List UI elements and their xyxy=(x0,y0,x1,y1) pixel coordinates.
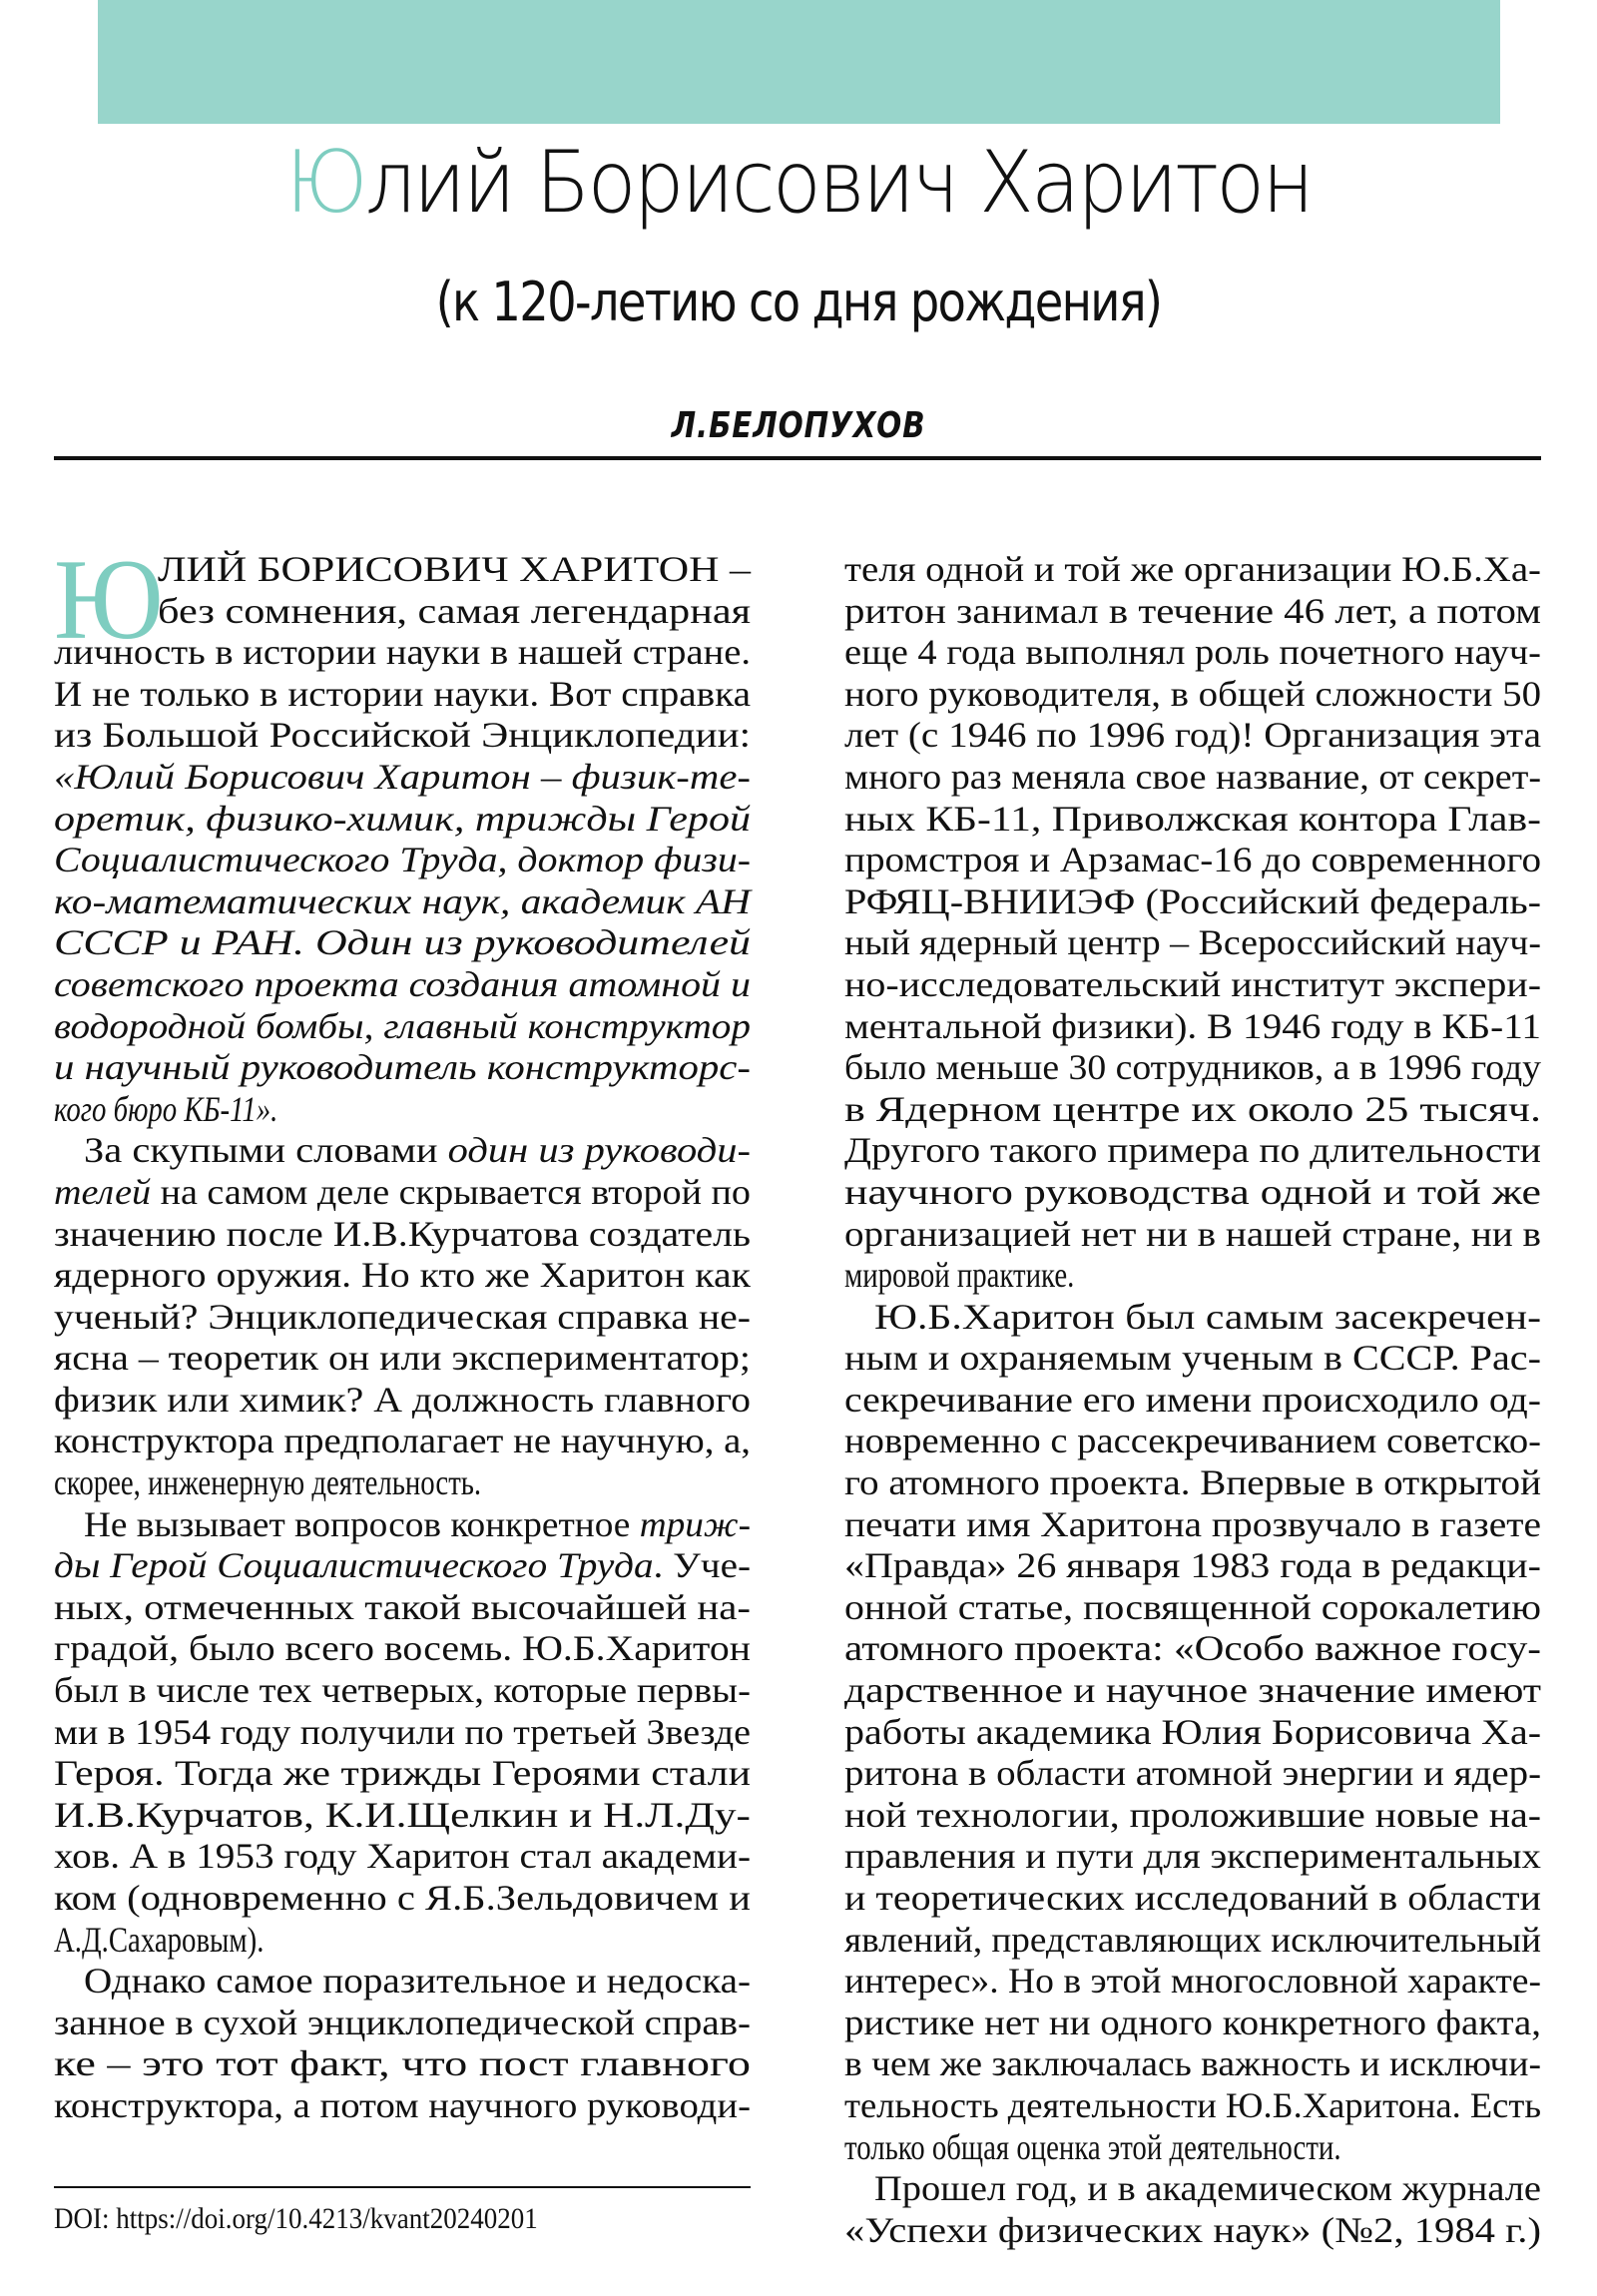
line-text: ристике нет ни одного конкретного факта, xyxy=(844,2002,1542,2042)
text-line xyxy=(54,840,751,881)
text-line xyxy=(844,1920,1541,1962)
line-text: много раз меняла свое название, от секрет- xyxy=(844,756,1542,797)
text-line xyxy=(844,1255,1541,1297)
text-line xyxy=(54,1878,751,1920)
text-line xyxy=(844,881,1541,923)
text-line xyxy=(844,1006,1541,1048)
line-text: ясна – теоретик он или экспериментатор; xyxy=(54,1338,751,1379)
line-text: атомного проекта: «Особо важное госу- xyxy=(844,1628,1542,1669)
text-line xyxy=(844,2003,1541,2044)
text-line xyxy=(54,1255,751,1297)
footnote-divider xyxy=(54,2186,751,2188)
line-text: еще 4 года выполнял роль почетного науч- xyxy=(844,632,1541,673)
line-text: дарственное и научное значение имеют xyxy=(844,1670,1541,1711)
text-line xyxy=(844,1380,1541,1422)
text-line xyxy=(844,632,1541,674)
line-text: ядерного оружия. Но кто же Харитон как xyxy=(54,1255,752,1296)
text-line xyxy=(54,922,751,964)
line-text: интерес». Но в этой многословной характе- xyxy=(844,1961,1541,2002)
line-text: оретик, физико-химик, трижды Герой xyxy=(54,798,752,839)
line-text: телей на самом деле скрывается второй по xyxy=(54,1171,751,1212)
line-text: ным и охраняемым ученым в СССР. Рас- xyxy=(844,1338,1541,1379)
line-text: без сомнения, самая легендарная xyxy=(158,590,752,631)
article-title xyxy=(56,128,1541,238)
text-line xyxy=(54,1297,751,1339)
line-text: ментальной физики). В 1946 году в КБ-11 xyxy=(844,1005,1542,1046)
line-text: физик или химик? А должность главного xyxy=(54,1379,751,1420)
text-line xyxy=(844,2168,1541,2210)
left-column xyxy=(54,536,752,2127)
text-line xyxy=(54,1338,751,1380)
text-line xyxy=(844,1089,1541,1131)
line-text: онной статье, посвященной сорокалетию xyxy=(844,1586,1541,1627)
line-text: Другого такого примера по длительности xyxy=(844,1130,1541,1171)
text-line xyxy=(844,1753,1541,1795)
text-line xyxy=(844,1504,1541,1546)
line-text: занное в сухой энциклопедической справ- xyxy=(54,2002,752,2042)
text-line xyxy=(54,549,751,591)
text-line xyxy=(54,1920,751,1962)
line-text: ученый? Энциклопедическая справка не- xyxy=(54,1296,752,1337)
text-line xyxy=(844,1462,1541,1504)
line-text: Однако самое поразительное и недоска- xyxy=(84,1961,752,2002)
text-line xyxy=(54,799,751,841)
line-text: в Ядерном центре их около 25 тысяч. xyxy=(844,1088,1541,1129)
line-text: «Правда» 26 января 1983 года в редакци- xyxy=(844,1545,1541,1586)
line-text: Героя. Тогда же трижды Героями стали xyxy=(54,1753,752,1794)
drop-cap: Ю xyxy=(54,536,164,664)
right-column-text xyxy=(844,549,1541,2251)
text-line xyxy=(54,1421,751,1462)
text-line xyxy=(54,881,751,923)
line-text: ритон занимал в течение 46 лет, а потом xyxy=(844,590,1541,631)
line-text: ный ядерный центр – Всероссийский науч- xyxy=(844,922,1541,963)
line-text: организацией нет ни в нашей стране, ни в xyxy=(844,1213,1541,1254)
line-text: новременно с рассекречиванием советско- xyxy=(844,1421,1541,1461)
author-name: Л.БЕЛОПУХОВ xyxy=(671,405,926,446)
text-line xyxy=(844,1795,1541,1837)
line-text: А.Д.Сахаровым). xyxy=(54,1919,265,1960)
text-line xyxy=(54,1795,751,1837)
text-line xyxy=(54,1670,751,1712)
line-text: ми в 1954 году получили по третьей Звезде xyxy=(54,1711,751,1752)
line-text: ко-математических наук, академик АН xyxy=(54,880,751,921)
doi-link[interactable]: DOI: https://doi.org/10.4213/kvant20240201 xyxy=(54,2202,538,2235)
text-line xyxy=(54,1712,751,1754)
article-subtitle: (к 120-летию со дня рождения) xyxy=(435,271,1162,333)
line-text: водородной бомбы, главный конструктор xyxy=(54,1005,751,1046)
line-text: работы академика Юлия Борисовича Ха- xyxy=(844,1711,1542,1752)
text-line xyxy=(54,591,751,633)
header-color-band xyxy=(98,0,1500,124)
text-line xyxy=(844,840,1541,881)
line-text: промстроя и Арзамас-16 до современного xyxy=(844,840,1542,880)
left-column-text xyxy=(54,536,752,2127)
text-line xyxy=(844,1338,1541,1380)
line-text: ритона в области атомной энергии и ядер- xyxy=(844,1753,1542,1794)
right-column xyxy=(844,549,1541,2251)
text-line xyxy=(844,2210,1541,2252)
text-line xyxy=(54,1462,751,1504)
line-text: Социалистического Труда, доктор физи- xyxy=(54,840,752,880)
text-line xyxy=(844,1545,1541,1587)
line-text: СССР и РАН. Один из руководителей xyxy=(54,922,752,963)
text-line xyxy=(54,1214,751,1256)
text-line xyxy=(54,1587,751,1629)
text-line xyxy=(54,2043,751,2085)
line-text: и теоретических исследований в области xyxy=(844,1878,1541,1918)
line-text: конструктора, а потом научного руководи- xyxy=(54,2084,751,2125)
text-line xyxy=(844,1297,1541,1339)
text-line xyxy=(54,1504,751,1546)
line-text: Прошел год, и в академическом журнале xyxy=(874,2168,1542,2209)
line-text: За скупыми словами один из руководи- xyxy=(84,1130,752,1171)
line-text: ды Герой Социалистического Труда. Уче- xyxy=(54,1545,752,1586)
line-text: был в числе тех четверых, которые первы- xyxy=(54,1670,751,1711)
line-text: научного руководства одной и той же xyxy=(844,1171,1542,1212)
line-text: значению после И.В.Курчатова создатель xyxy=(54,1213,752,1254)
line-text: скорее, инженерную деятельность. xyxy=(54,1462,482,1503)
line-text: теля одной и той же организации Ю.Б.Ха- xyxy=(844,549,1541,589)
line-text: ком (одновременно с Я.Б.Зельдовичем и xyxy=(54,1878,752,1918)
text-line xyxy=(844,1836,1541,1878)
text-line xyxy=(54,1545,751,1587)
line-text: ной технологии, проложившие новые на- xyxy=(844,1794,1541,1835)
line-text: ЛИЙ БОРИСОВИЧ ХАРИТОН – xyxy=(158,549,751,589)
text-line xyxy=(54,1961,751,2003)
line-text: ке – это тот факт, что пост главного xyxy=(54,2043,752,2084)
title-accent-letter: Ю xyxy=(285,133,365,233)
text-line xyxy=(54,757,751,799)
line-text: советского проекта создания атомной и xyxy=(54,963,751,1004)
text-line xyxy=(844,1712,1541,1754)
line-text: Не вызывает вопросов конкретное триж- xyxy=(84,1503,752,1544)
text-line xyxy=(844,715,1541,757)
text-line xyxy=(844,2085,1541,2127)
text-line xyxy=(54,1006,751,1048)
line-text: градой, было всего восемь. Ю.Б.Харитон xyxy=(54,1628,751,1669)
text-line xyxy=(844,591,1541,633)
line-text: хов. А в 1953 году Харитон стал академи- xyxy=(54,1836,751,1877)
text-line xyxy=(844,1587,1541,1629)
text-line xyxy=(54,2003,751,2044)
line-text: лет (с 1946 по 1996 год)! Организация эта xyxy=(844,715,1542,756)
line-text: личность в истории науки в нашей стране. xyxy=(54,632,751,673)
line-text: ных, отмеченных такой высочайшей на- xyxy=(54,1586,751,1627)
text-line xyxy=(54,1089,751,1131)
line-text: тельность деятельности Ю.Б.Харитона. Есть xyxy=(844,2084,1541,2125)
author-divider xyxy=(54,456,1541,460)
text-line xyxy=(54,1130,751,1172)
line-text: секречивание его имени происходило од- xyxy=(844,1379,1542,1420)
text-line xyxy=(844,1214,1541,1256)
text-line xyxy=(844,549,1541,591)
text-line xyxy=(844,2043,1541,2085)
line-text: го атомного проекта. Впервые в открытой xyxy=(844,1462,1542,1503)
line-text: ного руководителя, в общей сложности 50 xyxy=(844,673,1542,714)
line-text: и научный руководитель конструкторс- xyxy=(54,1047,751,1088)
line-text: Ю.Б.Харитон был самым засекречен- xyxy=(874,1296,1541,1337)
text-line xyxy=(54,674,751,716)
text-line xyxy=(844,799,1541,841)
line-text: РФЯЦ-ВНИИЭФ (Российский федераль- xyxy=(844,880,1542,921)
line-text: было меньше 30 сотрудников, а в 1996 году xyxy=(844,1047,1542,1088)
text-line xyxy=(844,1628,1541,1670)
line-text: но-исследовательский институт экспери- xyxy=(844,963,1542,1004)
text-line xyxy=(844,964,1541,1006)
line-text: «Успехи физических наук» (№2, 1984 г.) xyxy=(844,2209,1541,2250)
text-line xyxy=(844,1421,1541,1462)
title-text: лий Борисович Харитон xyxy=(364,133,1312,233)
text-line xyxy=(844,757,1541,799)
text-line xyxy=(844,2127,1541,2169)
line-text: ных КБ-11, Приволжская контора Глав- xyxy=(844,798,1542,839)
text-line xyxy=(844,1047,1541,1089)
text-line xyxy=(54,2085,751,2127)
text-line xyxy=(54,1628,751,1670)
line-text: И.В.Курчатов, К.И.Щелкин и Н.Л.Ду- xyxy=(54,1794,751,1835)
line-text: «Юлий Борисович Харитон – физик-те- xyxy=(54,756,751,797)
line-text: только общая оценка этой деятельности. xyxy=(844,2126,1341,2167)
text-line xyxy=(54,1047,751,1089)
line-text: мировой практике. xyxy=(844,1255,1075,1296)
text-line xyxy=(54,1836,751,1878)
text-line xyxy=(844,1961,1541,2003)
text-line xyxy=(54,1380,751,1422)
text-line xyxy=(54,1172,751,1214)
line-text: И не только в истории науки. Вот справка xyxy=(54,673,752,714)
text-line xyxy=(54,964,751,1006)
text-line xyxy=(844,674,1541,716)
line-text: правления и пути для экспериментальных xyxy=(844,1836,1541,1877)
line-text: конструктора предполагает не научную, а, xyxy=(54,1421,752,1461)
line-text: печати имя Харитона прозвучало в газете xyxy=(844,1503,1541,1544)
line-text: из Большой Российской Энциклопедии: xyxy=(54,715,751,756)
text-line xyxy=(54,1753,751,1795)
text-line xyxy=(844,1172,1541,1214)
line-text: в чем же заключалась важность и исключи- xyxy=(844,2043,1542,2084)
text-line xyxy=(844,1670,1541,1712)
text-line xyxy=(844,1130,1541,1172)
text-line xyxy=(844,922,1541,964)
line-text: явлений, представляющих исключительный xyxy=(844,1919,1542,1960)
text-line xyxy=(54,632,751,674)
text-line xyxy=(54,715,751,757)
line-text: кого бюро КБ-11». xyxy=(54,1088,278,1129)
text-line xyxy=(844,1878,1541,1920)
